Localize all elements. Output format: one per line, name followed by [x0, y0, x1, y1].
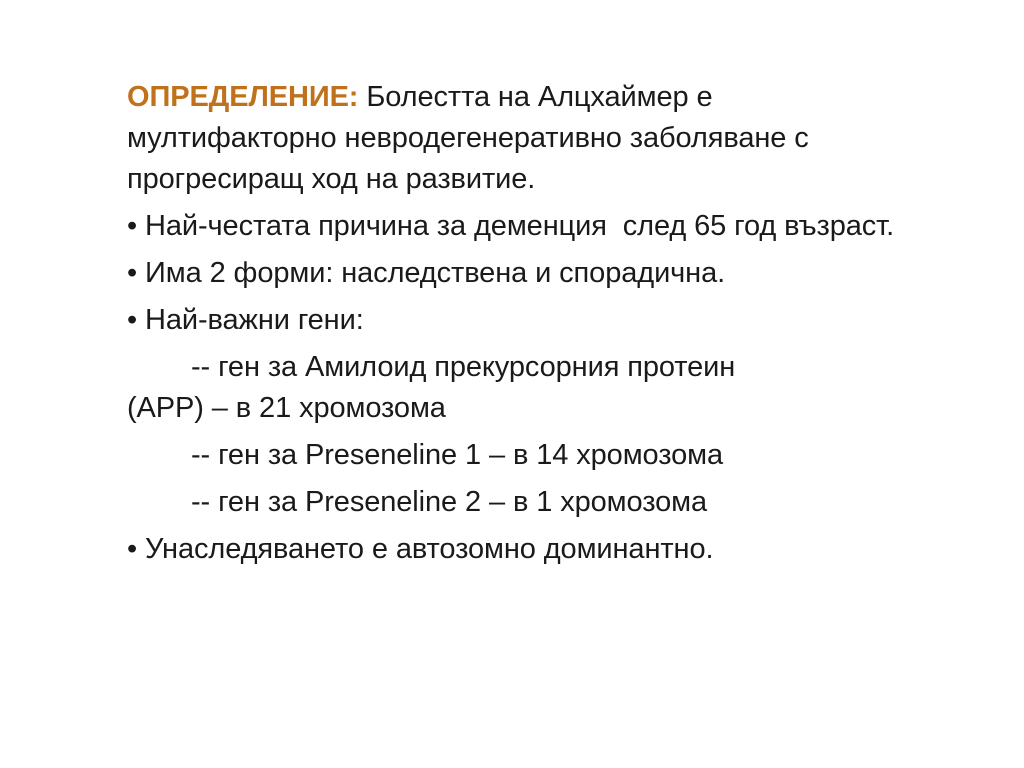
bullet-important-genes: • Най-важни гени: [127, 304, 364, 336]
bullet-inheritance: • Унаследяването е автозомно доминантно. [127, 533, 714, 565]
bullet-most-common-cause: • Най-честата причина за деменция след 65 год възраст. [127, 210, 895, 242]
gene-app-line-2: (АРР) – в 21 хромозома [127, 392, 446, 424]
gene-app-line-1: -- ген за Амилоид прекурсорния протеин [191, 351, 736, 383]
bullet-two-forms: • Има 2 форми: наследствена и спорадична. [127, 257, 726, 289]
gene-app-paragraph [127, 347, 927, 429]
definition-label: ОПРЕДЕЛЕНИЕ: [127, 81, 359, 113]
gene-preseneline-1: -- ген за Preseneline 1 – в 14 хромозома [191, 439, 724, 471]
definition-paragraph [127, 77, 927, 200]
gene-preseneline-2: -- ген за Preseneline 2 – в 1 хромозома [191, 486, 707, 518]
definition-text: Болестта на Алцхаймер е мултифакторно невродегенеративно заболяване с прогресиращ ход на развитие. [127, 81, 817, 195]
slide-content [127, 77, 927, 576]
